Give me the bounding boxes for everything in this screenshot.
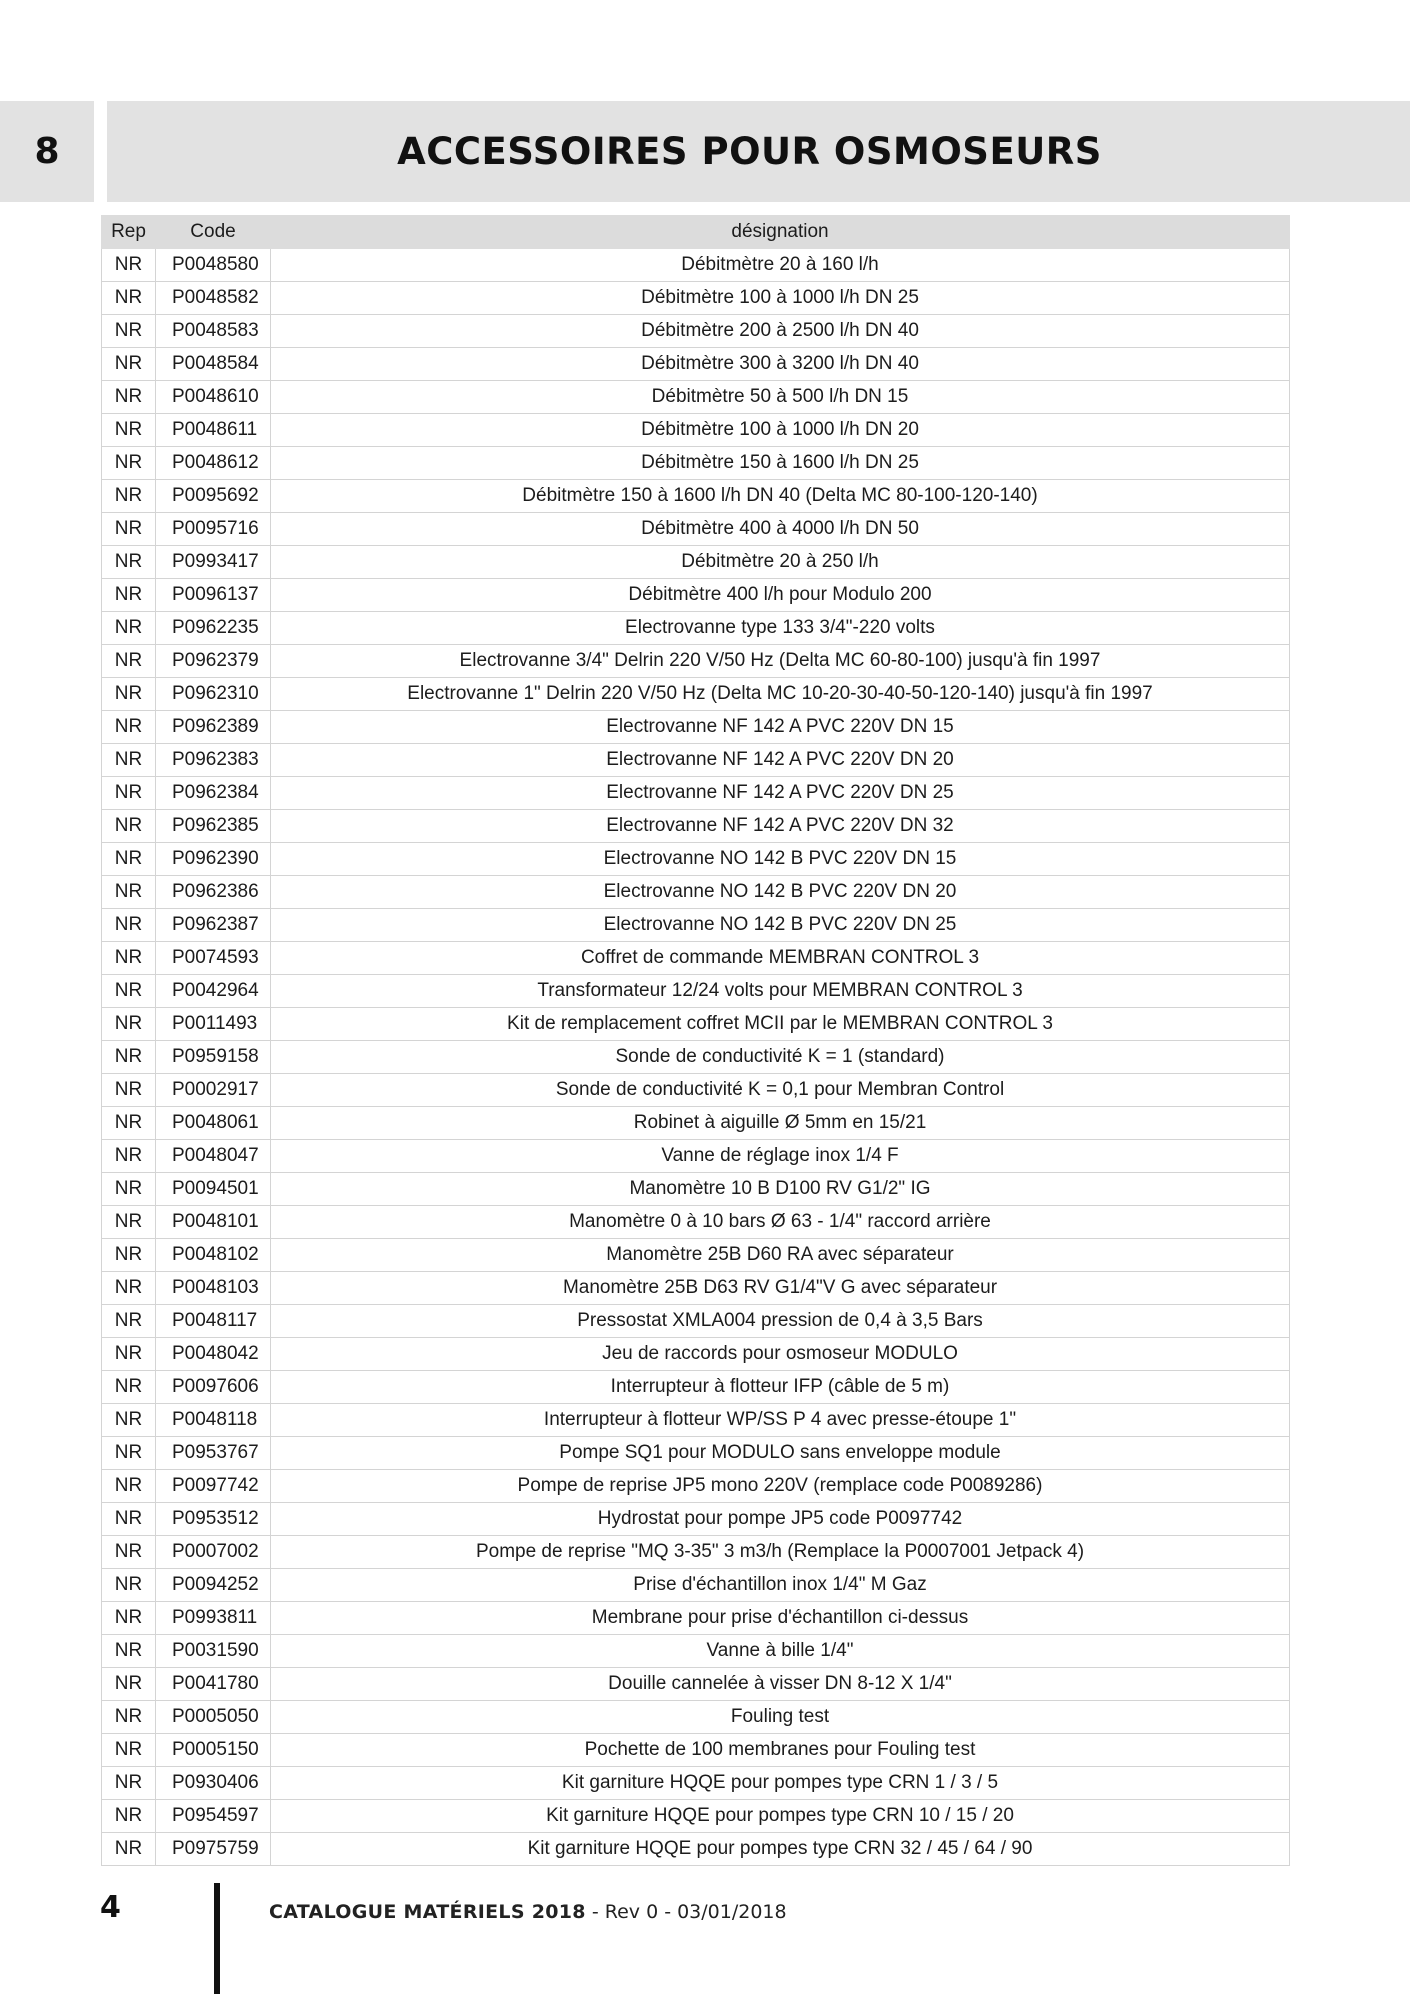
cell-code: P0959158 (156, 1041, 271, 1074)
table-row (102, 1404, 1290, 1437)
cell-code: P0096137 (156, 579, 271, 612)
cell-code: P0048117 (156, 1305, 271, 1338)
cell-rep: NR (102, 1305, 156, 1338)
table-row (102, 1503, 1290, 1536)
cell-designation: Electrovanne NF 142 A PVC 220V DN 15 (271, 711, 1290, 744)
cell-code: P0048582 (156, 282, 271, 315)
cell-rep: NR (102, 1239, 156, 1272)
cell-designation: Interrupteur à flotteur WP/SS P 4 avec presse-étoupe 1" (271, 1404, 1290, 1437)
cell-designation: Manomètre 25B D60 RA avec séparateur (271, 1239, 1290, 1272)
cell-designation: Débitmètre 400 l/h pour Modulo 200 (271, 579, 1290, 612)
cell-designation: Sonde de conductivité K = 0,1 pour Membran Control (271, 1074, 1290, 1107)
parts-table (101, 215, 1290, 1866)
table-row (102, 1173, 1290, 1206)
table-row (102, 447, 1290, 480)
cell-designation: Débitmètre 200 à 2500 l/h DN 40 (271, 315, 1290, 348)
cell-rep: NR (102, 1767, 156, 1800)
cell-designation: Débitmètre 20 à 250 l/h (271, 546, 1290, 579)
cell-code: P0048612 (156, 447, 271, 480)
table-row (102, 1041, 1290, 1074)
cell-rep: NR (102, 1470, 156, 1503)
table-row (102, 1635, 1290, 1668)
column-header-designation: désignation (271, 216, 1290, 249)
table-row (102, 1272, 1290, 1305)
table-row (102, 381, 1290, 414)
cell-designation: Sonde de conductivité K = 1 (standard) (271, 1041, 1290, 1074)
cell-designation: Fouling test (271, 1701, 1290, 1734)
table-row (102, 711, 1290, 744)
cell-rep: NR (102, 1338, 156, 1371)
cell-code: P0048611 (156, 414, 271, 447)
cell-rep: NR (102, 909, 156, 942)
cell-code: P0048584 (156, 348, 271, 381)
table-row (102, 1371, 1290, 1404)
cell-designation: Douille cannelée à visser DN 8-12 X 1/4" (271, 1668, 1290, 1701)
table-row (102, 1437, 1290, 1470)
cell-rep: NR (102, 414, 156, 447)
table-row (102, 1833, 1290, 1866)
catalogue-label: CATALOGUE MATÉRIELS 2018 (269, 1901, 586, 1923)
cell-rep: NR (102, 1272, 156, 1305)
cell-rep: NR (102, 612, 156, 645)
table-row (102, 1140, 1290, 1173)
cell-designation: Manomètre 0 à 10 bars Ø 63 - 1/4" raccord arrière (271, 1206, 1290, 1239)
cell-code: P0975759 (156, 1833, 271, 1866)
cell-designation: Membrane pour prise d'échantillon ci-dessus (271, 1602, 1290, 1635)
page-title: ACCESSOIRES POUR OSMOSEURS (397, 130, 1102, 173)
cell-designation: Manomètre 10 B D100 RV G1/2" IG (271, 1173, 1290, 1206)
cell-code: P0962389 (156, 711, 271, 744)
cell-designation: Débitmètre 150 à 1600 l/h DN 25 (271, 447, 1290, 480)
cell-rep: NR (102, 942, 156, 975)
cell-rep: NR (102, 381, 156, 414)
cell-designation: Electrovanne 1" Delrin 220 V/50 Hz (Delta MC 10-20-30-40-50-120-140) jusqu'à fin 1997 (271, 678, 1290, 711)
cell-designation: Hydrostat pour pompe JP5 code P0097742 (271, 1503, 1290, 1536)
table-row (102, 1701, 1290, 1734)
cell-rep: NR (102, 1833, 156, 1866)
cell-designation: Electrovanne NF 142 A PVC 220V DN 20 (271, 744, 1290, 777)
cell-rep: NR (102, 1701, 156, 1734)
cell-code: P0011493 (156, 1008, 271, 1041)
cell-designation: Débitmètre 300 à 3200 l/h DN 40 (271, 348, 1290, 381)
cell-designation: Pochette de 100 membranes pour Fouling test (271, 1734, 1290, 1767)
table-row (102, 1305, 1290, 1338)
cell-designation: Vanne à bille 1/4" (271, 1635, 1290, 1668)
cell-designation: Débitmètre 50 à 500 l/h DN 15 (271, 381, 1290, 414)
cell-code: P0953767 (156, 1437, 271, 1470)
cell-rep: NR (102, 1503, 156, 1536)
table-row (102, 1734, 1290, 1767)
cell-code: P0962384 (156, 777, 271, 810)
table-row (102, 1107, 1290, 1140)
cell-designation: Coffret de commande MEMBRAN CONTROL 3 (271, 942, 1290, 975)
cell-rep: NR (102, 1602, 156, 1635)
table-row (102, 1206, 1290, 1239)
cell-designation: Transformateur 12/24 volts pour MEMBRAN CONTROL 3 (271, 975, 1290, 1008)
cell-rep: NR (102, 744, 156, 777)
cell-rep: NR (102, 1107, 156, 1140)
cell-code: P0007002 (156, 1536, 271, 1569)
table-row (102, 678, 1290, 711)
cell-rep: NR (102, 579, 156, 612)
cell-code: P0048118 (156, 1404, 271, 1437)
cell-designation: Jeu de raccords pour osmoseur MODULO (271, 1338, 1290, 1371)
cell-rep: NR (102, 777, 156, 810)
table-row (102, 546, 1290, 579)
table-row (102, 744, 1290, 777)
cell-rep: NR (102, 678, 156, 711)
column-header-code: Code (156, 216, 271, 249)
cell-code: P0962310 (156, 678, 271, 711)
cell-designation: Vanne de réglage inox 1/4 F (271, 1140, 1290, 1173)
table-row (102, 315, 1290, 348)
page-title-bar (107, 101, 1410, 202)
cell-designation: Pompe SQ1 pour MODULO sans enveloppe module (271, 1437, 1290, 1470)
cell-designation: Kit garniture HQQE pour pompes type CRN 32 / 45 / 64 / 90 (271, 1833, 1290, 1866)
table-row (102, 645, 1290, 678)
cell-code: P0048103 (156, 1272, 271, 1305)
table-row (102, 414, 1290, 447)
table-row (102, 843, 1290, 876)
cell-rep: NR (102, 480, 156, 513)
cell-designation: Electrovanne NF 142 A PVC 220V DN 25 (271, 777, 1290, 810)
table-row (102, 1668, 1290, 1701)
table-row (102, 909, 1290, 942)
cell-designation: Pompe de reprise JP5 mono 220V (remplace code P0089286) (271, 1470, 1290, 1503)
cell-rep: NR (102, 1734, 156, 1767)
cell-rep: NR (102, 348, 156, 381)
table-body (102, 249, 1290, 1866)
cell-code: P0095716 (156, 513, 271, 546)
cell-rep: NR (102, 1569, 156, 1602)
cell-code: P0097742 (156, 1470, 271, 1503)
cell-code: P0048061 (156, 1107, 271, 1140)
cell-code: P0993417 (156, 546, 271, 579)
table-row (102, 1008, 1290, 1041)
table-row (102, 612, 1290, 645)
table-row (102, 1338, 1290, 1371)
cell-designation: Débitmètre 20 à 160 l/h (271, 249, 1290, 282)
cell-designation: Kit de remplacement coffret MCII par le MEMBRAN CONTROL 3 (271, 1008, 1290, 1041)
table-row (102, 1767, 1290, 1800)
table-row (102, 348, 1290, 381)
cell-code: P0962379 (156, 645, 271, 678)
cell-code: P0048610 (156, 381, 271, 414)
cell-code: P0930406 (156, 1767, 271, 1800)
table-row (102, 810, 1290, 843)
cell-code: P0962385 (156, 810, 271, 843)
chapter-number: 8 (0, 101, 94, 202)
cell-code: P0005050 (156, 1701, 271, 1734)
cell-designation: Electrovanne NO 142 B PVC 220V DN 25 (271, 909, 1290, 942)
cell-rep: NR (102, 546, 156, 579)
cell-code: P0954597 (156, 1800, 271, 1833)
cell-designation: Pressostat XMLA004 pression de 0,4 à 3,5 Bars (271, 1305, 1290, 1338)
cell-code: P0048583 (156, 315, 271, 348)
cell-code: P0993811 (156, 1602, 271, 1635)
cell-rep: NR (102, 1371, 156, 1404)
page-number: 4 (100, 1890, 121, 1925)
cell-designation: Débitmètre 400 à 4000 l/h DN 50 (271, 513, 1290, 546)
cell-designation: Débitmètre 100 à 1000 l/h DN 25 (271, 282, 1290, 315)
cell-designation: Electrovanne 3/4" Delrin 220 V/50 Hz (Delta MC 60-80-100) jusqu'à fin 1997 (271, 645, 1290, 678)
cell-code: P0074593 (156, 942, 271, 975)
column-header-rep: Rep (102, 216, 156, 249)
table-header-row (102, 216, 1290, 249)
cell-rep: NR (102, 249, 156, 282)
table-row (102, 1470, 1290, 1503)
cell-rep: NR (102, 1206, 156, 1239)
cell-designation: Pompe de reprise "MQ 3-35" 3 m3/h (Remplace la P0007001 Jetpack 4) (271, 1536, 1290, 1569)
cell-code: P0962387 (156, 909, 271, 942)
cell-rep: NR (102, 1635, 156, 1668)
cell-code: P0005150 (156, 1734, 271, 1767)
cell-designation: Kit garniture HQQE pour pompes type CRN 1 / 3 / 5 (271, 1767, 1290, 1800)
cell-designation: Débitmètre 150 à 1600 l/h DN 40 (Delta MC 80-100-120-140) (271, 480, 1290, 513)
cell-code: P0962386 (156, 876, 271, 909)
cell-rep: NR (102, 315, 156, 348)
cell-designation: Electrovanne NF 142 A PVC 220V DN 32 (271, 810, 1290, 843)
cell-rep: NR (102, 645, 156, 678)
cell-rep: NR (102, 513, 156, 546)
cell-code: P0095692 (156, 480, 271, 513)
cell-rep: NR (102, 1008, 156, 1041)
cell-code: P0953512 (156, 1503, 271, 1536)
cell-code: P0048102 (156, 1239, 271, 1272)
cell-rep: NR (102, 1041, 156, 1074)
cell-designation: Electrovanne NO 142 B PVC 220V DN 20 (271, 876, 1290, 909)
cell-code: P0097606 (156, 1371, 271, 1404)
table-row (102, 1074, 1290, 1107)
cell-rep: NR (102, 1668, 156, 1701)
cell-designation: Manomètre 25B D63 RV G1/4"V G avec séparateur (271, 1272, 1290, 1305)
cell-code: P0041780 (156, 1668, 271, 1701)
cell-code: P0962235 (156, 612, 271, 645)
table-row (102, 942, 1290, 975)
cell-code: P0048101 (156, 1206, 271, 1239)
cell-designation: Interrupteur à flotteur IFP (câble de 5 m) (271, 1371, 1290, 1404)
table-row (102, 282, 1290, 315)
cell-rep: NR (102, 843, 156, 876)
cell-rep: NR (102, 711, 156, 744)
cell-designation: Débitmètre 100 à 1000 l/h DN 20 (271, 414, 1290, 447)
cell-rep: NR (102, 447, 156, 480)
cell-rep: NR (102, 975, 156, 1008)
cell-code: P0031590 (156, 1635, 271, 1668)
cell-rep: NR (102, 1404, 156, 1437)
cell-code: P0962383 (156, 744, 271, 777)
table-row (102, 1536, 1290, 1569)
table-row (102, 1602, 1290, 1635)
cell-rep: NR (102, 1074, 156, 1107)
cell-code: P0042964 (156, 975, 271, 1008)
cell-designation: Electrovanne NO 142 B PVC 220V DN 15 (271, 843, 1290, 876)
table-row (102, 1239, 1290, 1272)
cell-code: P0094252 (156, 1569, 271, 1602)
cell-code: P0048042 (156, 1338, 271, 1371)
footer-divider (214, 1883, 220, 1994)
cell-rep: NR (102, 876, 156, 909)
cell-designation: Electrovanne type 133 3/4"-220 volts (271, 612, 1290, 645)
cell-rep: NR (102, 1800, 156, 1833)
table-row (102, 876, 1290, 909)
cell-rep: NR (102, 1173, 156, 1206)
cell-rep: NR (102, 1140, 156, 1173)
cell-code: P0002917 (156, 1074, 271, 1107)
table-row (102, 579, 1290, 612)
cell-designation: Kit garniture HQQE pour pompes type CRN 10 / 15 / 20 (271, 1800, 1290, 1833)
cell-designation: Prise d'échantillon inox 1/4" M Gaz (271, 1569, 1290, 1602)
cell-designation: Robinet à aiguille Ø 5mm en 15/21 (271, 1107, 1290, 1140)
table-row (102, 975, 1290, 1008)
table-row (102, 513, 1290, 546)
cell-rep: NR (102, 1536, 156, 1569)
revision-info: - Rev 0 - 03/01/2018 (585, 1901, 787, 1923)
cell-code: P0962390 (156, 843, 271, 876)
cell-rep: NR (102, 810, 156, 843)
table-row (102, 777, 1290, 810)
table-row (102, 1569, 1290, 1602)
table-row (102, 249, 1290, 282)
cell-code: P0048047 (156, 1140, 271, 1173)
cell-rep: NR (102, 1437, 156, 1470)
cell-code: P0094501 (156, 1173, 271, 1206)
table-row (102, 480, 1290, 513)
table-row (102, 1800, 1290, 1833)
cell-code: P0048580 (156, 249, 271, 282)
footer-catalogue-info (269, 1901, 787, 1923)
cell-rep: NR (102, 282, 156, 315)
